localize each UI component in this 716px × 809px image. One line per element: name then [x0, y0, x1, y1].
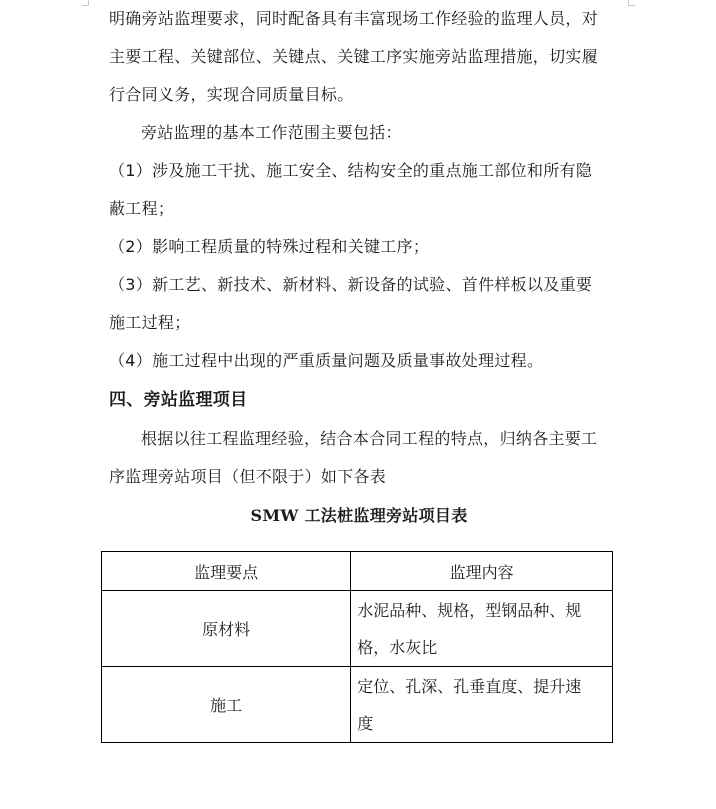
paragraph-intro: 旁站监理的基本工作范围主要包括： [141, 123, 402, 142]
table-row [102, 667, 613, 743]
cell-line: 度 [357, 713, 374, 733]
list-item: （3）新工艺、新技术、新材料、新设备的试验、首件样板以及重要 [109, 275, 593, 294]
paragraph-line: 根据以往工程监理经验，结合本合同工程的特点，归纳各主要工 [141, 429, 598, 448]
list-item-cont: 施工过程； [109, 313, 191, 332]
row-content-cell [351, 591, 613, 667]
cell-line: 水泥品种、规格，型钢品种、规 [357, 600, 582, 620]
margin-corner-mark-left-h [82, 5, 89, 6]
paragraph-line: 序监理旁站项目（但不限于）如下各表 [109, 467, 387, 486]
list-item: （4）施工过程中出现的严重质量问题及质量事故处理过程。 [109, 351, 544, 370]
list-item-cont: 蔽工程； [109, 199, 175, 218]
cell-line: 格，水灰比 [357, 637, 438, 657]
margin-corner-mark-right-h [628, 5, 635, 6]
header-cell-point: 监理要点 [102, 552, 351, 591]
list-item: （1）涉及施工干扰、施工安全、结构安全的重点施工部位和所有隐 [109, 161, 593, 180]
cell-line: 定位、孔深、孔垂直度、提升速 [357, 676, 582, 696]
paragraph-line: 主要工程、关键部位、关键点、关键工序实施旁站监理措施，切实履 [109, 47, 599, 66]
document-body [109, 0, 609, 536]
table-title: SMW 工法桩监理旁站项目表 [250, 506, 468, 525]
paragraph-line: 明确旁站监理要求，同时配备具有丰富现场工作经验的监理人员，对 [109, 9, 599, 28]
row-point-cell: 原材料 [102, 591, 351, 667]
header-cell-content: 监理内容 [351, 552, 613, 591]
row-content-cell [351, 667, 613, 743]
table-row [102, 591, 613, 667]
table-header-row [102, 552, 613, 591]
inspection-table [101, 551, 613, 743]
list-item: （2）影响工程质量的特殊过程和关键工序； [109, 237, 430, 256]
paragraph-line: 行合同义务，实现合同质量目标。 [109, 85, 354, 104]
row-point-cell: 施工 [102, 667, 351, 743]
section-heading: 四、旁站监理项目 [109, 390, 248, 410]
